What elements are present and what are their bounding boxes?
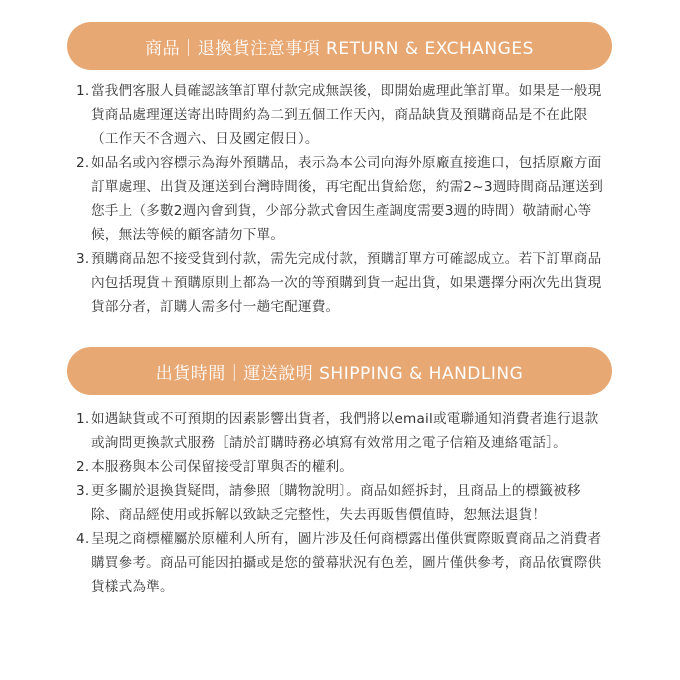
item-number: 2. <box>76 459 90 475</box>
item-text: 呈現之商標權屬於原權利人所有，圖片涉及任何商標露出僅供實際販賣商品之消費者購買參考。商品可能因拍攝或是您的螢幕狀況有色差，圖片僅供參考，商品依實際供貨樣式為準。 <box>91 531 602 595</box>
list-item <box>76 247 608 319</box>
list-item <box>76 527 608 599</box>
shipping-heading-banner <box>67 347 612 395</box>
list-item <box>76 79 608 151</box>
item-text: 如品名或內容標示為海外預購品，表示為本公司向海外原廠直接進口，包括原廠方面訂單處理、出貨及運送到台灣時間後，再宅配出貨給您，約需2~3週時間商品運送到您手上（多數2週內會到貨，少部分款式會因生產調度需要3週的時間）敬請耐心等候，無法等候的顧客請勿下單。 <box>91 155 604 243</box>
item-number: 3. <box>76 483 90 499</box>
list-item <box>76 455 608 479</box>
item-number: 3. <box>76 251 90 267</box>
item-text: 預購商品恕不接受貨到付款，需先完成付款，預購訂單方可確認成立。若下訂單商品內包括現貨＋預購原則上都為一次的等預購到貨一起出貨，如果選擇分兩次先出貨現貨部分者，訂購人需多付一趟宅配運費。 <box>91 251 602 315</box>
returns-heading-banner <box>67 22 612 70</box>
item-number: 2. <box>76 155 90 171</box>
item-text: 本服務與本公司保留接受訂單與否的權利。 <box>91 459 354 475</box>
item-text: 如遇缺貨或不可預期的因素影響出貨者，我們將以email或電聯通知消費者進行退款或詢問更換款式服務［請於訂購時務必填寫有效常用之電子信箱及連絡電話］。 <box>91 411 599 451</box>
item-number: 1. <box>76 411 90 427</box>
returns-notice-list <box>76 79 608 319</box>
list-item <box>76 151 608 247</box>
item-text: 更多關於退換貨疑問，請參照〔購物說明〕。商品如經拆封，且商品上的標籤被移除、商品經使用或拆解以致缺乏完整性，失去再販售價值時，恕無法退貨！ <box>91 483 581 523</box>
item-text: 當我們客服人員確認該筆訂單付款完成無誤後，即開始處理此筆訂單。如果是一般現貨商品處理運送寄出時間約為二到五個工作天內，商品缺貨及預購商品是不在此限（工作天不含週六、日及國定假日）。 <box>91 83 602 147</box>
list-item <box>76 407 608 455</box>
item-number: 4. <box>76 531 90 547</box>
list-item <box>76 479 608 527</box>
returns-heading: 商品｜退換貨注意事項 RETURN & EXCHANGES <box>145 38 534 59</box>
item-number: 1. <box>76 83 90 99</box>
shipping-notice-list <box>76 407 608 599</box>
shipping-heading: 出貨時間｜運送說明 SHIPPING & HANDLING <box>155 363 524 384</box>
